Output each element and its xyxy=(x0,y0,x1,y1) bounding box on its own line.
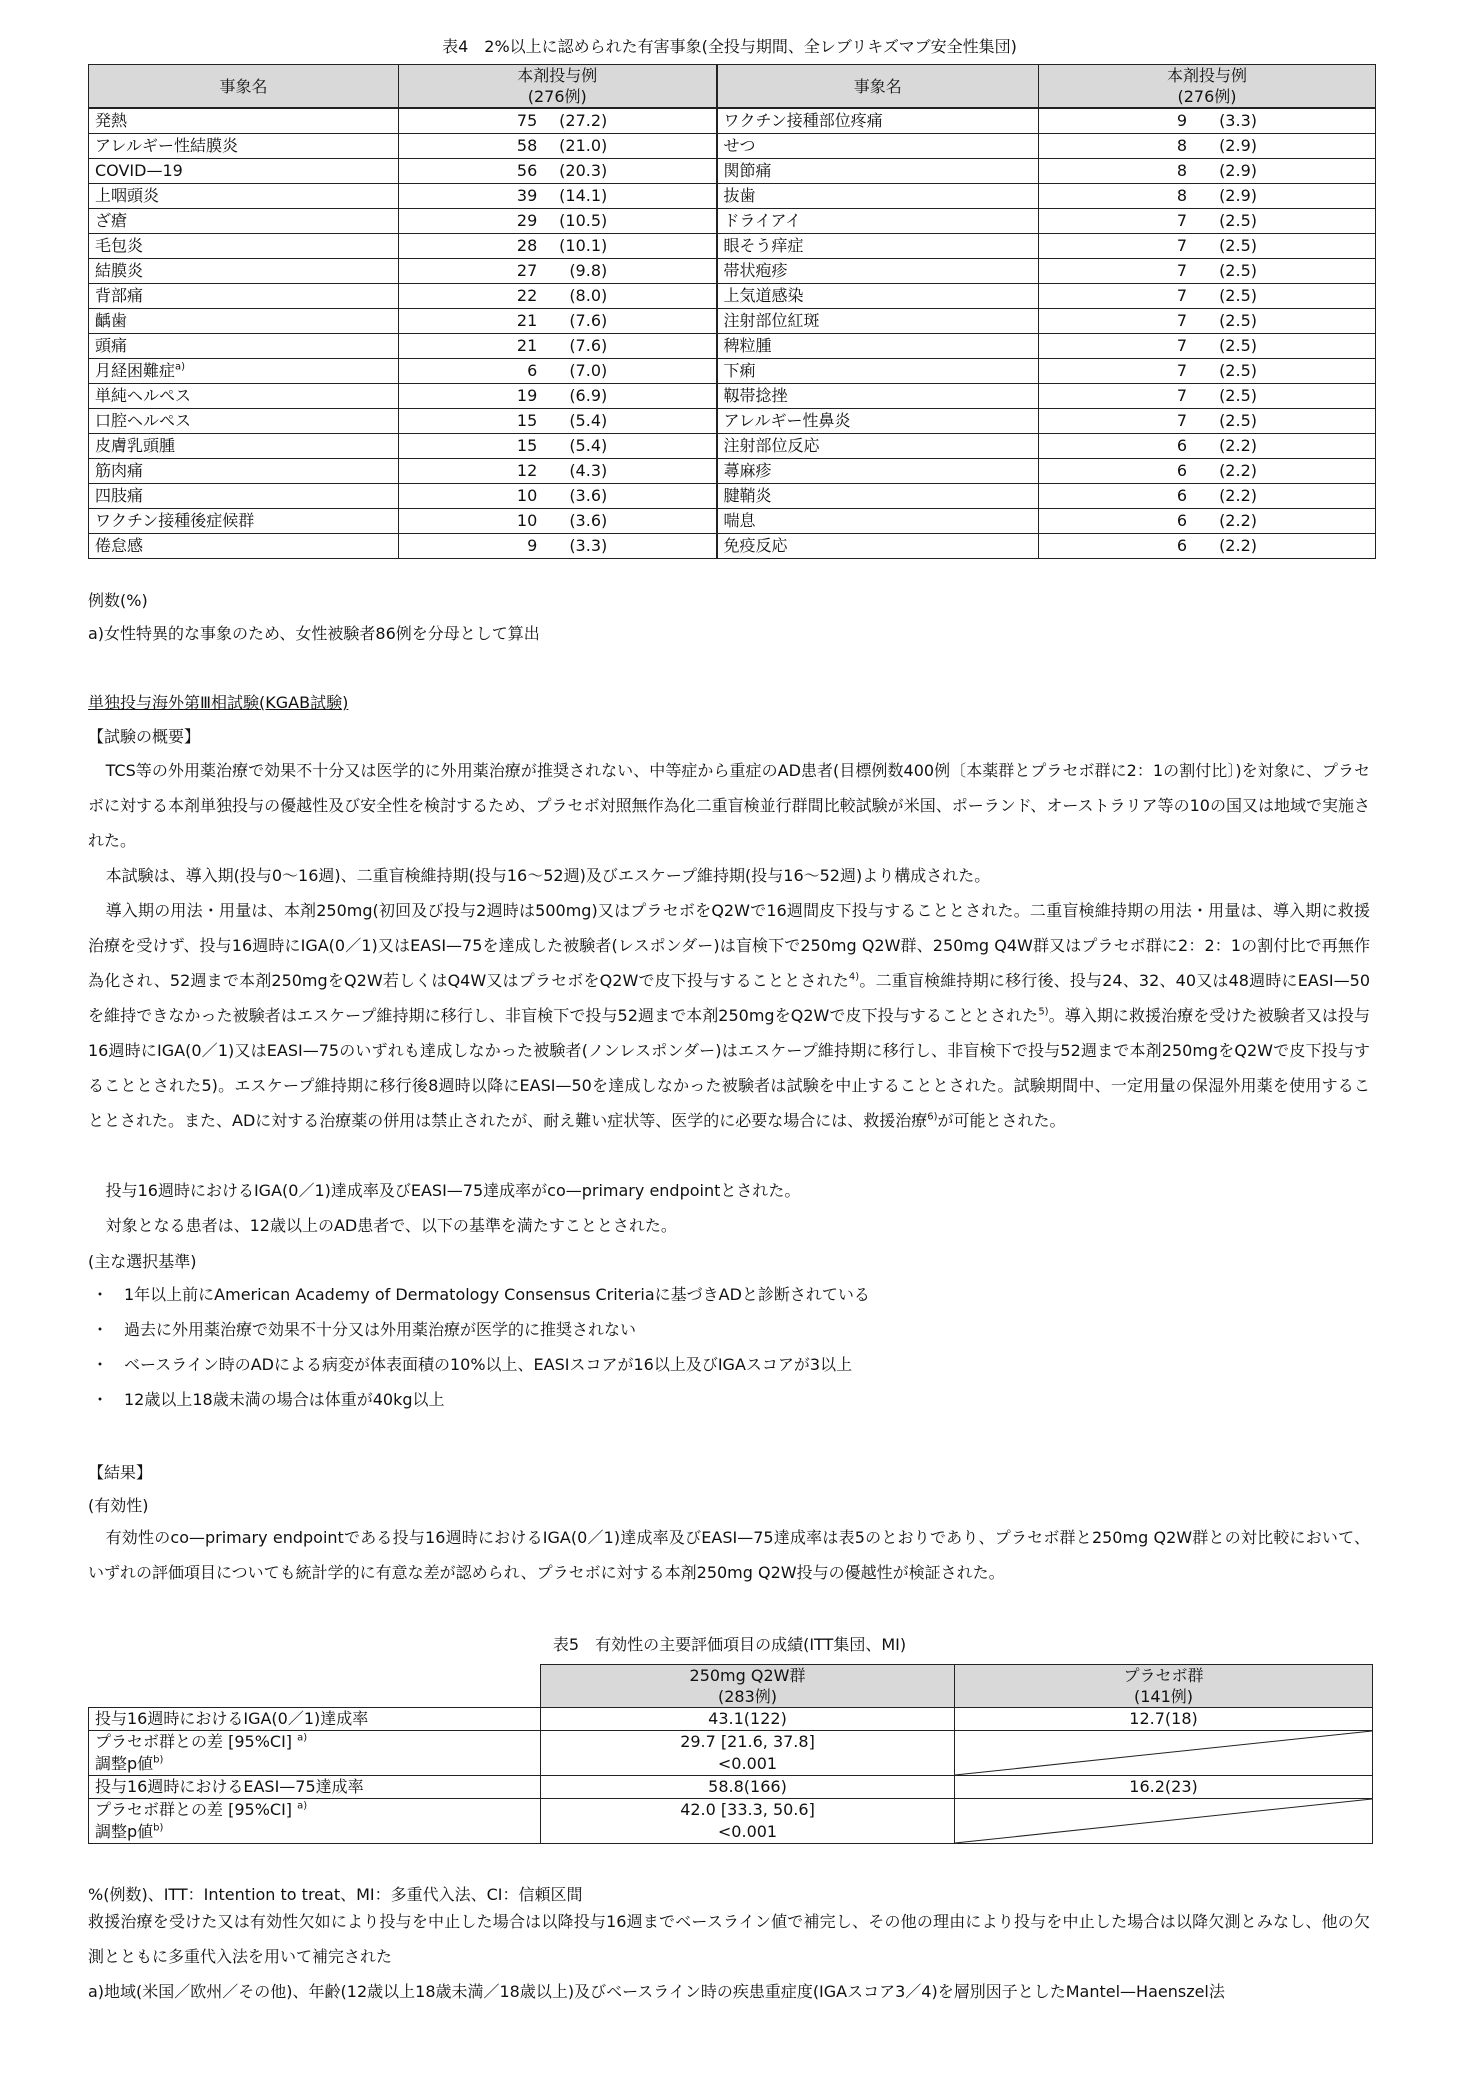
table-row xyxy=(89,384,1376,409)
event-name-cell: 皮膚乳頭腫 xyxy=(89,434,399,459)
event-count-cell: 22 (8.0) xyxy=(399,284,717,309)
overview-paragraph-2: 本試験は、導入期(投与0～16週)、二重盲検維持期(投与16～52週)及びエスケープ維持期(投与16～52週)より構成された。 xyxy=(105,866,991,885)
event-count-cell: 6 (2.2) xyxy=(1039,459,1376,484)
event-name-cell: ワクチン接種後症候群 xyxy=(89,509,399,534)
event-name-cell: 上気道感染 xyxy=(717,284,1039,309)
event-count-cell: 7 (2.5) xyxy=(1039,234,1376,259)
table5-note-abbrev: %(例数)、ITT：Intention to treat、MI：多重代入法、CI：信頼区間 xyxy=(88,1885,583,1904)
table-row xyxy=(89,309,1376,334)
criteria-heading: (主な選択基準) xyxy=(88,1252,197,1271)
event-count-cell: 7 (2.5) xyxy=(1039,309,1376,334)
event-count-cell: 15 (5.4) xyxy=(399,434,717,459)
table4-note-a: a)女性特異的な事象のため、女性被験者86例を分母として算出 xyxy=(88,624,540,643)
event-count-cell: 19 (6.9) xyxy=(399,384,717,409)
event-name-cell: 発熱 xyxy=(89,108,399,134)
cell-value: 12.7(18) xyxy=(955,1708,1373,1731)
diagonal-line xyxy=(955,1799,1372,1843)
table5-note-imputation: 救援治療を受けた又は有効性欠如により投与を中止した場合は以降投与16週までベースライン値で補完し、その他の理由により投与を中止した場合は以降欠測とみなし、他の欠測とともに多重代入法を用いて補完された xyxy=(88,1912,1370,1966)
table-row xyxy=(89,1731,1373,1776)
diagonal-line xyxy=(955,1731,1372,1775)
event-count-cell: 7 (2.5) xyxy=(1039,284,1376,309)
results-heading: 【結果】 xyxy=(88,1463,153,1482)
col-placebo: プラセボ群 (141例) xyxy=(955,1665,1373,1708)
event-count-cell: 10 (3.6) xyxy=(399,484,717,509)
table-row xyxy=(89,359,1376,384)
event-count-cell: 9 (3.3) xyxy=(399,534,717,559)
event-name-cell: COVID—19 xyxy=(89,159,399,184)
col-count: 本剤投与例 (276例) xyxy=(399,65,717,109)
overview-paragraph-5: 対象となる患者は、12歳以上のAD患者で、以下の基準を満たすこととされた。 xyxy=(105,1216,677,1235)
overview-paragraph-3: 導入期の用法・用量は、本剤250mg(初回及び投与2週時は500mg)又はプラセボをQ2Wで16週間皮下投与することとされた。二重盲検維持期の用法・用量は、導入期に救援治療を受けず、投与16週時にIGA(0／1)又はEASI—75を達成した被験者(レスポンダー)は盲検下で250mg Q2W群、250mg Q4W群又はプラセボ群に2：2：1の割付比で再無作為化され、52週まで本剤250mgをQ2W若しくはQ4W又はプラセボをQ2Wで皮下投与することとされた$^{4)}$。二重盲検維持期に移行後、投与24、32、40又は48週時にEASI—50を維持できなかった被験者はエスケープ維持期に移行し、非盲検下で投与52週まで本剤250mgをQ2Wで皮下投与することとされた$^{5)}$。導入期に救援治療を受けた被験者又は投与16週時にIGA(0／1)又はEASI—75のいずれも達成しなかった被験者(ノンレスポンダー)はエスケープ維持期に移行し、非盲検下で投与52週まで本剤250mgをQ2Wで皮下投与することとされた5)。エスケープ維持期に移行後8週時以降にEASI—50を達成しなかった被験者は試験を中止することとされた。試験期間中、一定用量の保湿外用薬を使用することとされた。また、ADに対する治療薬の併用は禁止されたが、耐え難い症状等、医学的に必要な場合には、救援治療$^{6)}$が可能とされた。 xyxy=(88,901,1370,1130)
table-row xyxy=(89,1799,1373,1844)
row-label: プラセボ群との差 [95%CI] $^{a)}$ 調整p値$^{b)}$ xyxy=(89,1731,541,1776)
table4-note-units: 例数(%) xyxy=(88,591,148,610)
event-count-cell: 6 (2.2) xyxy=(1039,434,1376,459)
event-count-cell: 21 (7.6) xyxy=(399,334,717,359)
table-header-row xyxy=(89,1665,1373,1708)
event-count-cell: 29 (10.5) xyxy=(399,209,717,234)
col-250mg-q2w: 250mg Q2W群 (283例) xyxy=(541,1665,955,1708)
table-row xyxy=(89,209,1376,234)
event-count-cell: 8 (2.9) xyxy=(1039,184,1376,209)
event-name-cell: 眼そう痒症 xyxy=(717,234,1039,259)
event-count-cell: 75 (27.2) xyxy=(399,108,717,134)
efficacy-heading: (有効性) xyxy=(88,1496,149,1515)
overview-paragraph-4: 投与16週時におけるIGA(0／1)達成率及びEASI—75達成率がco—primary endpointとされた。 xyxy=(105,1181,801,1200)
event-name-cell: 頭痛 xyxy=(89,334,399,359)
event-name-cell: アレルギー性結膜炎 xyxy=(89,134,399,159)
table-row xyxy=(89,259,1376,284)
event-count-cell: 27 (9.8) xyxy=(399,259,717,284)
table-row xyxy=(89,234,1376,259)
cell-value: 16.2(23) xyxy=(955,1776,1373,1799)
event-count-cell: 56 (20.3) xyxy=(399,159,717,184)
event-name-cell: 月経困難症$^{a)}$ xyxy=(89,359,399,384)
event-name-cell: 腱鞘炎 xyxy=(717,484,1039,509)
event-name-cell: 注射部位反応 xyxy=(717,434,1039,459)
table-row xyxy=(89,509,1376,534)
event-name-cell: 抜歯 xyxy=(717,184,1039,209)
cell-value: 42.0 [33.3, 50.6] <0.001 xyxy=(541,1799,955,1844)
event-count-cell: 58 (21.0) xyxy=(399,134,717,159)
table-row xyxy=(89,534,1376,559)
event-count-cell: 8 (2.9) xyxy=(1039,134,1376,159)
list-item: ・ 過去に外用薬治療で効果不十分又は外用薬治療が医学的に推奨されない xyxy=(92,1320,637,1339)
event-name-cell: せつ xyxy=(717,134,1039,159)
table5-note-a: a)地域(米国／欧州／その他)、年齢(12歳以上18歳未満／18歳以上)及びベースライン時の疾患重症度(IGAスコア3／4)を層別因子としたMantel—Haenszel法 xyxy=(88,1982,1225,2001)
table-row xyxy=(89,334,1376,359)
event-count-cell: 9 (3.3) xyxy=(1039,108,1376,134)
event-count-cell: 12 (4.3) xyxy=(399,459,717,484)
event-name-cell: 喘息 xyxy=(717,509,1039,534)
study-title: 単独投与海外第Ⅲ相試験(KGAB試験) xyxy=(88,693,349,712)
event-name-cell: ワクチン接種部位疼痛 xyxy=(717,108,1039,134)
event-name-cell: 帯状疱疹 xyxy=(717,259,1039,284)
adverse-events-table xyxy=(88,64,1376,559)
col-count: 本剤投与例 (276例) xyxy=(1039,65,1376,109)
overview-paragraph-1: TCS等の外用薬治療で効果不十分又は医学的に外用薬治療が推奨されない、中等症から重症のAD患者(目標例数400例〔本薬群とプラセボ群に2：1の割付比〕)を対象に、プラセボに対する本剤単独投与の優越性及び安全性を検討するため、プラセボ対照無作為化二重盲検並行群間比較試験が米国、ポーランド、オーストラリア等の10の国又は地域で実施された。 xyxy=(88,761,1370,850)
table-row xyxy=(89,409,1376,434)
event-name-cell: 単純ヘルペス xyxy=(89,384,399,409)
empty-diagonal-cell xyxy=(955,1799,1373,1844)
event-name-cell: ざ瘡 xyxy=(89,209,399,234)
col-event-name: 事象名 xyxy=(717,65,1039,109)
event-name-cell: アレルギー性鼻炎 xyxy=(717,409,1039,434)
efficacy-paragraph: 有効性のco—primary endpointである投与16週時におけるIGA(0／1)達成率及びEASI—75達成率は表5のとおりであり、プラセボ群と250mg Q2W群との対比較において、いずれの評価項目についても統計学的に有意な差が認められ、プラセボに対する本剤250mg Q2W投与の優越性が検証された。 xyxy=(88,1528,1370,1582)
event-count-cell: 7 (2.5) xyxy=(1039,409,1376,434)
event-count-cell: 21 (7.6) xyxy=(399,309,717,334)
event-count-cell: 39 (14.1) xyxy=(399,184,717,209)
event-count-cell: 6 (7.0) xyxy=(399,359,717,384)
event-name-cell: 齲歯 xyxy=(89,309,399,334)
criteria-list xyxy=(88,1277,1368,1417)
efficacy-table xyxy=(88,1664,1373,1844)
event-name-cell: 下痢 xyxy=(717,359,1039,384)
event-name-cell: 毛包炎 xyxy=(89,234,399,259)
event-name-cell: 筋肉痛 xyxy=(89,459,399,484)
event-count-cell: 28 (10.1) xyxy=(399,234,717,259)
empty-diagonal-cell xyxy=(955,1731,1373,1776)
event-count-cell: 7 (2.5) xyxy=(1039,259,1376,284)
cell-value: 43.1(122) xyxy=(541,1708,955,1731)
event-name-cell: 上咽頭炎 xyxy=(89,184,399,209)
event-count-cell: 8 (2.9) xyxy=(1039,159,1376,184)
col-event-name: 事象名 xyxy=(89,65,399,109)
table5-caption: 表5 有効性の主要評価項目の成績(ITT集団、MI) xyxy=(552,1635,907,1654)
event-name-cell: 靱帯捻挫 xyxy=(717,384,1039,409)
event-name-cell: 免疫反応 xyxy=(717,534,1039,559)
table-row xyxy=(89,159,1376,184)
table-row xyxy=(89,184,1376,209)
event-name-cell: 関節痛 xyxy=(717,159,1039,184)
event-name-cell: 稗粒腫 xyxy=(717,334,1039,359)
event-name-cell: 口腔ヘルペス xyxy=(89,409,399,434)
table-header-row xyxy=(89,65,1376,109)
event-name-cell: 蕁麻疹 xyxy=(717,459,1039,484)
table4-caption: 表4 2%以上に認められた有害事象(全投与期間、全レブリキズマブ安全性集団) xyxy=(442,37,1017,56)
table-row xyxy=(89,108,1376,134)
event-name-cell: ドライアイ xyxy=(717,209,1039,234)
list-item: ・ ベースライン時のADによる病変が体表面積の10%以上、EASIスコアが16以上及びIGAスコアが3以上 xyxy=(92,1355,853,1374)
cell-value: 58.8(166) xyxy=(541,1776,955,1799)
table-row xyxy=(89,1776,1373,1799)
overview-heading: 【試験の概要】 xyxy=(88,727,201,746)
event-count-cell: 7 (2.5) xyxy=(1039,334,1376,359)
row-label: プラセボ群との差 [95%CI] $^{a)}$ 調整p値$^{b)}$ xyxy=(89,1799,541,1844)
event-count-cell: 6 (2.2) xyxy=(1039,534,1376,559)
table-row xyxy=(89,484,1376,509)
event-name-cell: 結膜炎 xyxy=(89,259,399,284)
table-row xyxy=(89,134,1376,159)
list-item: ・ 12歳以上18歳未満の場合は体重が40kg以上 xyxy=(92,1390,445,1409)
event-count-cell: 6 (2.2) xyxy=(1039,509,1376,534)
event-count-cell: 7 (2.5) xyxy=(1039,359,1376,384)
row-label: 投与16週時におけるIGA(0／1)達成率 xyxy=(89,1708,541,1731)
event-count-cell: 10 (3.6) xyxy=(399,509,717,534)
table-row xyxy=(89,459,1376,484)
row-label: 投与16週時におけるEASI—75達成率 xyxy=(89,1776,541,1799)
table-row xyxy=(89,434,1376,459)
event-name-cell: 倦怠感 xyxy=(89,534,399,559)
event-name-cell: 四肢痛 xyxy=(89,484,399,509)
table-row xyxy=(89,284,1376,309)
event-count-cell: 6 (2.2) xyxy=(1039,484,1376,509)
list-item: ・ 1年以上前にAmerican Academy of Dermatology Consensus Criteriaに基づきADと診断されている xyxy=(92,1285,870,1304)
event-count-cell: 7 (2.5) xyxy=(1039,209,1376,234)
event-name-cell: 注射部位紅斑 xyxy=(717,309,1039,334)
table-row xyxy=(89,1708,1373,1731)
event-count-cell: 15 (5.4) xyxy=(399,409,717,434)
event-name-cell: 背部痛 xyxy=(89,284,399,309)
event-count-cell: 7 (2.5) xyxy=(1039,384,1376,409)
cell-value: 29.7 [21.6, 37.8] <0.001 xyxy=(541,1731,955,1776)
